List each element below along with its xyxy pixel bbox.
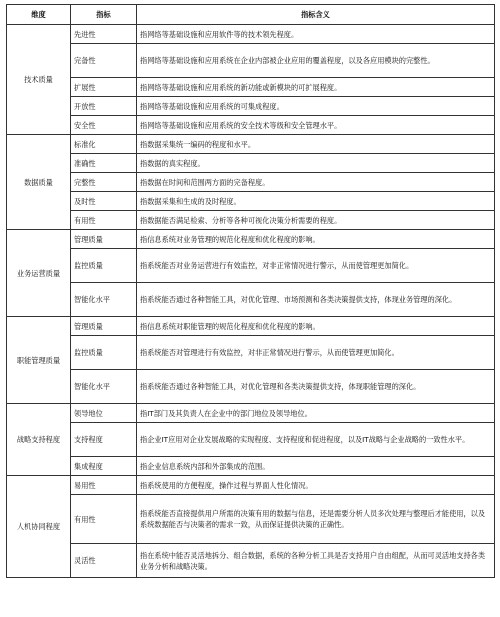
- table-row: [7, 78, 495, 97]
- meaning-cell: 指系统能否对管理进行有效监控，对非正常情况进行警示，从而使管理更加简化。: [137, 336, 495, 370]
- indicator-cell: 管理质量: [71, 317, 137, 336]
- indicator-cell: 易用性: [71, 476, 137, 495]
- indicator-cell: 开放性: [71, 97, 137, 116]
- indicator-cell: 支持程度: [71, 423, 137, 457]
- table-row: [7, 230, 495, 249]
- indicator-cell: 监控质量: [71, 249, 137, 283]
- meaning-cell: 指网络等基础设施和应用系统的安全技术等级和安全管理水平。: [137, 116, 495, 135]
- indicator-cell: 智能化水平: [71, 283, 137, 317]
- table-row: [7, 192, 495, 211]
- meaning-cell: 指系统能否对业务运营进行有效监控，对非正常情况进行警示，从而使管理更加简化。: [137, 249, 495, 283]
- meaning-cell: 指网络等基础设施和应用系统的可集成程度。: [137, 97, 495, 116]
- meaning-cell: 指数据的真实程度。: [137, 154, 495, 173]
- meaning-cell: 指网络等基础设施和应用软件等的技术领先程度。: [137, 25, 495, 44]
- table-row: [7, 457, 495, 476]
- meaning-cell: 指信息系统对职能管理的规范化程度和优化程度的影响。: [137, 317, 495, 336]
- indicator-cell: 灵活性: [71, 544, 137, 578]
- table-row: [7, 154, 495, 173]
- table-row: [7, 495, 495, 544]
- dimension-cell: 技术质量: [7, 25, 71, 135]
- table-row: [7, 476, 495, 495]
- meaning-cell: 指企业IT应用对企业发展战略的实现程度、支持程度和促进程度，以及IT战略与企业战略的一致性水平。: [137, 423, 495, 457]
- meaning-cell: 指数据能否满足检索、分析等各种可视化决策分析需要的程度。: [137, 211, 495, 230]
- indicator-cell: 先进性: [71, 25, 137, 44]
- meaning-cell: 指数据采集和生成的及时程度。: [137, 192, 495, 211]
- indicator-cell: 安全性: [71, 116, 137, 135]
- table-row: [7, 336, 495, 370]
- table-row: [7, 173, 495, 192]
- dimension-cell: 战略支持程度: [7, 404, 71, 476]
- indicator-cell: 智能化水平: [71, 370, 137, 404]
- header-dimension: 维度: [7, 5, 71, 25]
- indicator-cell: 准确性: [71, 154, 137, 173]
- meaning-cell: 指系统能否通过各种智能工具，对优化管理、市场预测和各类决策提供支持，体现业务管理的深化。: [137, 283, 495, 317]
- table-row: [7, 283, 495, 317]
- indicator-cell: 有用性: [71, 495, 137, 544]
- table-row: [7, 423, 495, 457]
- dimension-cell: 数据质量: [7, 135, 71, 230]
- meaning-cell: 指企业信息系统内部和外部集成的范围。: [137, 457, 495, 476]
- indicator-cell: 管理质量: [71, 230, 137, 249]
- indicator-cell: 有用性: [71, 211, 137, 230]
- indicator-cell: 完备性: [71, 44, 137, 78]
- table-row: [7, 135, 495, 154]
- meaning-cell: 指数据在时间和范围两方面的完备程度。: [137, 173, 495, 192]
- indicator-cell: 扩展性: [71, 78, 137, 97]
- table-body: [7, 25, 495, 578]
- table-row: [7, 211, 495, 230]
- indicator-table-document: [6, 4, 494, 578]
- table-row: [7, 317, 495, 336]
- indicator-cell: 领导地位: [71, 404, 137, 423]
- table-row: [7, 370, 495, 404]
- indicator-cell: 集成程度: [71, 457, 137, 476]
- meaning-cell: 指信息系统对业务管理的规范化程度和优化程度的影响。: [137, 230, 495, 249]
- indicator-cell: 完整性: [71, 173, 137, 192]
- table-row: [7, 116, 495, 135]
- meaning-cell: 指网络等基础设施和应用系统在企业内部被企业应用的覆盖程度，以及各应用模块的完整性。: [137, 44, 495, 78]
- table-row: [7, 249, 495, 283]
- dimension-cell: 业务运营质量: [7, 230, 71, 317]
- meaning-cell: 指系统能否直接提供用户所需的决策有用的数据与信息，还是需要分析人员多次处理与整理后才能使用，以及系统数据能否与决策者的需求一致，从而保证提供决策的正确性。: [137, 495, 495, 544]
- dimension-cell: 人机协同程度: [7, 476, 71, 578]
- indicator-cell: 及时性: [71, 192, 137, 211]
- meaning-cell: 指系统能否通过各种智能工具，对优化管理和各类决策提供支持，体现职能管理的深化。: [137, 370, 495, 404]
- table-row: [7, 544, 495, 578]
- indicator-cell: 标准化: [71, 135, 137, 154]
- meaning-cell: 指网络等基础设施和应用系统的新功能或新模块的可扩展程度。: [137, 78, 495, 97]
- meaning-cell: 指IT部门及其负责人在企业中的部门地位及领导地位。: [137, 404, 495, 423]
- table-header-row: [7, 5, 495, 25]
- indicator-cell: 监控质量: [71, 336, 137, 370]
- meaning-cell: 指数据采集统一编码的程度和水平。: [137, 135, 495, 154]
- table-row: [7, 97, 495, 116]
- table-row: [7, 44, 495, 78]
- meaning-cell: 指在系统中能否灵活地拆分、组合数据，系统的各种分析工具是否支持用户自由组配，从而可灵活地支持各类业务分析和战略决策。: [137, 544, 495, 578]
- meaning-cell: 指系统使用的方便程度，操作过程与界面人性化情况。: [137, 476, 495, 495]
- header-meaning: 指标含义: [137, 5, 495, 25]
- table-row: [7, 25, 495, 44]
- header-indicator: 指标: [71, 5, 137, 25]
- indicator-table: [6, 4, 495, 578]
- table-row: [7, 404, 495, 423]
- dimension-cell: 职能管理质量: [7, 317, 71, 404]
